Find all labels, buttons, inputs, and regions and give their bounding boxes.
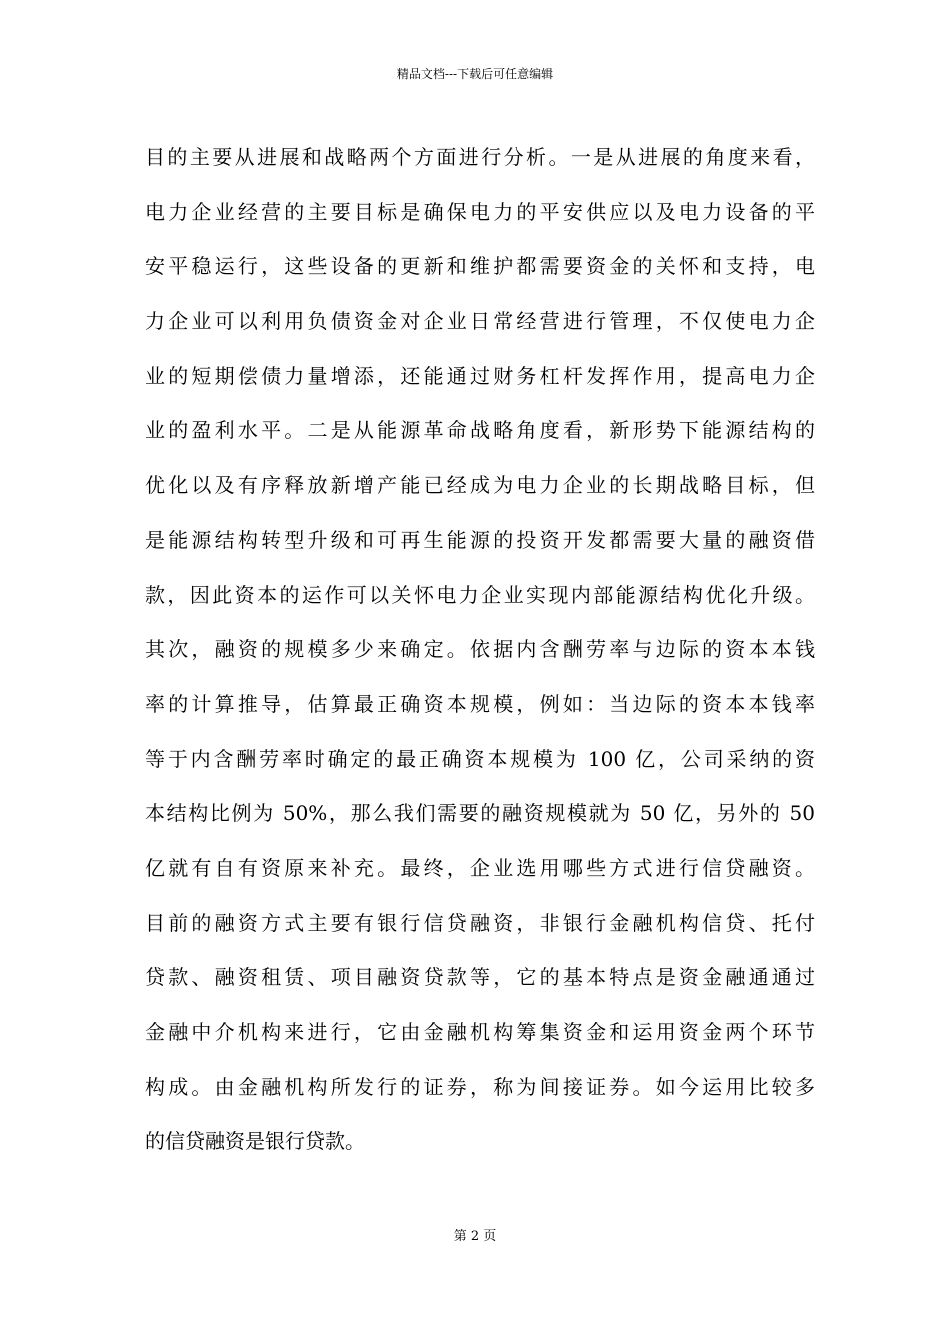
text-line: 金融中介机构来进行，它由金融机构筹集资金和运用资金两个环节	[145, 1020, 815, 1044]
text-line: 力企业可以利用负债资金对企业日常经营进行管理，不仅使电力企	[145, 309, 815, 334]
text-line: 亿就有自有资原来补充。最终，企业选用哪些方式进行信贷融资。	[145, 855, 815, 880]
text-line: 的信贷融资是银行贷款。	[145, 1129, 365, 1154]
text-line: 率的计算推导，估算最正确资本规模，例如：当边际的资本本钱率	[145, 691, 815, 716]
page-header: 精品文档---下载后可任意编辑	[396, 67, 554, 81]
text-line: 构成。由金融机构所发行的证券，称为间接证券。如今运用比较多	[145, 1074, 815, 1099]
text-line: 业的盈利水平。二是从能源革命战略角度看，新形势下能源结构的	[145, 418, 815, 443]
text-line: 等于内含酬劳率时确定的最正确资本规模为 100 亿，公司采纳的资	[145, 746, 815, 771]
text-line: 目的主要从进展和战略两个方面进行分析。一是从进展的角度来看，	[145, 145, 815, 169]
text-line: 优化以及有序释放新增产能已经成为电力企业的长期战略目标，但	[145, 473, 815, 498]
text-line: 电力企业经营的主要目标是确保电力的平安供应以及电力设备的平	[145, 199, 815, 224]
body-text	[145, 130, 815, 1169]
text-line: 贷款、融资租赁、项目融资贷款等，它的基本特点是资金融通通过	[145, 965, 815, 990]
text-line: 其次，融资的规模多少来确定。依据内含酬劳率与边际的资本本钱	[145, 637, 815, 662]
text-line: 业的短期偿债力量增添，还能通过财务杠杆发挥作用，提高电力企	[145, 363, 815, 388]
text-line: 款，因此资本的运作可以关怀电力企业实现内部能源结构优化升级。	[145, 582, 815, 607]
page-number: 第 2 页	[453, 1229, 497, 1244]
text-line: 是能源结构转型升级和可再生能源的投资开发都需要大量的融资借	[145, 527, 815, 552]
text-line: 目前的融资方式主要有银行信贷融资，非银行金融机构信贷、托付	[145, 910, 815, 935]
text-line: 本结构比例为 50%，那么我们需要的融资规模就为 50 亿，另外的 50	[145, 801, 815, 826]
text-line: 安平稳运行，这些设备的更新和维护都需要资金的关怀和支持，电	[145, 254, 815, 279]
